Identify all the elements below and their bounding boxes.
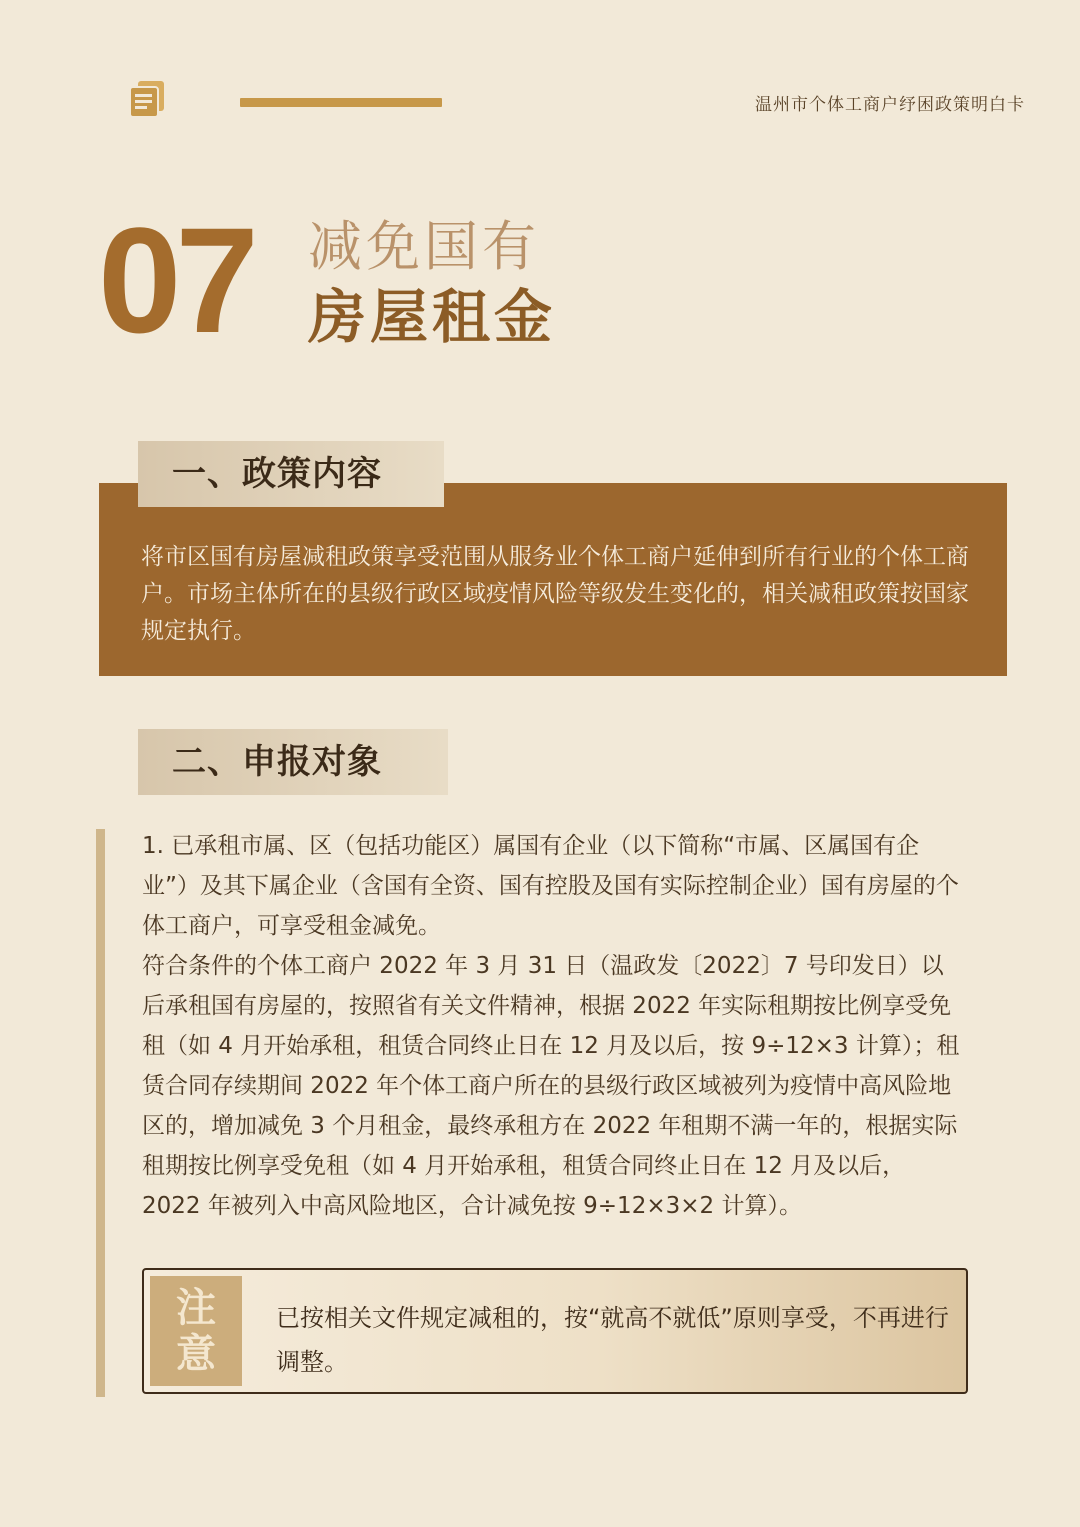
- side-accent-rule: [96, 829, 105, 1397]
- note-badge-char: 意: [176, 1331, 216, 1377]
- applicants-content: [142, 826, 960, 1226]
- note-text: 已按相关文件规定减租的，按“就高不就低”原则享受，不再进行调整。: [276, 1304, 949, 1376]
- policy-content-box: [99, 483, 1007, 676]
- chapter-title-line1: 减免国有: [308, 215, 540, 278]
- section-heading-label: 一、政策内容: [172, 454, 382, 494]
- header-accent-bar: [240, 98, 442, 107]
- policy-content-text: 将市区国有房屋减租政策享受范围从服务业个体工商户延伸到所有行业的个体工商户。市场主体所在的县级行政区域疫情风险等级发生变化的，相关减租政策按国家规定执行。: [141, 544, 969, 644]
- chapter-title-line2: 房屋租金: [308, 283, 557, 351]
- header-title: 温州市个体工商户纾困政策明白卡: [755, 95, 1025, 115]
- chapter-number: 07: [98, 196, 253, 364]
- note-callout: [142, 1268, 968, 1394]
- section-heading-applicants: [138, 729, 448, 795]
- document-stack-icon: [128, 80, 166, 118]
- note-badge-char: 注: [176, 1285, 216, 1331]
- note-badge: [150, 1276, 242, 1386]
- section-heading-policy: [138, 441, 444, 507]
- applicants-paragraph: 1. 已承租市属、区（包括功能区）属国有企业（以下简称“市属、区属国有企业”）及其下属企业（含国有全资、国有控股及国有实际控制企业）国有房屋的个体工商户，可享受租金减免。: [142, 833, 959, 939]
- section-heading-label: 二、申报对象: [172, 742, 382, 782]
- applicants-paragraph: 符合条件的个体工商户 2022 年 3 月 31 日（温政发〔2022〕7 号印发日）以后承租国有房屋的，按照省有关文件精神，根据 2022 年实际租期按比例享受免租（如 4 月开始承租，租赁合同终止日在 12 月及以后，按 9÷12×3 计算）；租赁合同存续期间 2022 年个体工商户所在的县级行政区域被列为疫情中高风险地区的，增加减免 3 个月租金，最终承租方在 2022 年租期不满一年的，根据实际租期按比例享受免租（如 4 月开始承租，租赁合同终止日在 12 月及以后，2022 年被列入中高风险地区，合计减免按 9÷12×3×2 计算）。: [142, 953, 960, 1219]
